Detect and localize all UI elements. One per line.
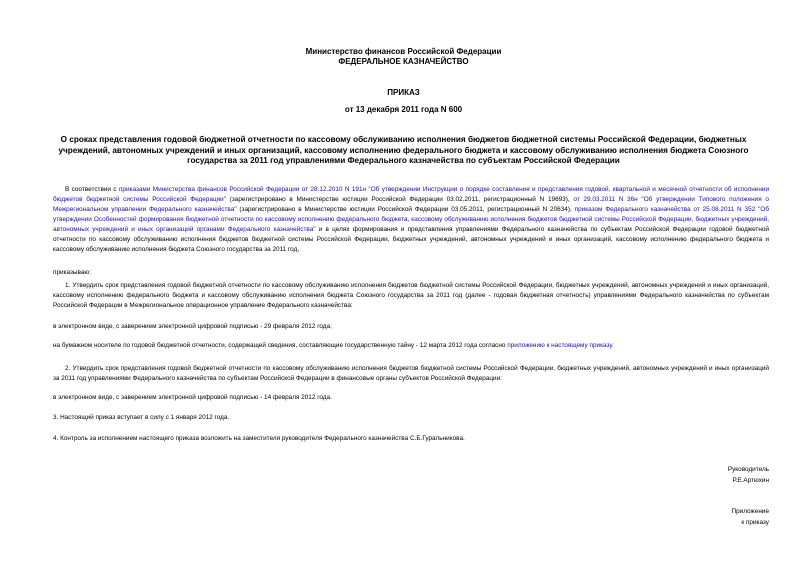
clause-4: 4. Контроль за исполнением настоящего приказа возложить на заместителя руководителя Федерального казначейства С.Б.Гуральникова. <box>53 435 465 442</box>
preamble-text-2: (зарегистрировано в Министерстве юстиции Российской Федерации 03.02.2011, регистрационный N 19693), <box>225 196 574 203</box>
order-word: приказываю: <box>53 269 91 276</box>
preamble-text-4: и в целях формирования и представления управлениями Федерального казначейства по субъектам Российской Федерации годовой бюджетной отчетности по кассовому обслуживанию исполнения бюджетов бюджетной системы Российской Федерации, бюджетных учреждений, автономных учреждений и иных организаций, кассовому исполнению федерального бюджета и кассовому обслуживанию исполнения бюджета Союзного государства за 2011 год, <box>53 226 769 253</box>
signature-position: Руководитель <box>727 466 769 473</box>
clause-2-electronic: в электронном виде, с заверением электронной цифровой подписью - 14 февраля 2012 года. <box>53 394 332 401</box>
ministry-name: Министерство финансов Российской Федерации <box>305 47 502 56</box>
clause-1-paper-text: на бумажном носителе по годовой бюджетной отчетности, содержащей сведения, составляющие государственную тайну - 12 марта 2012 года согласно <box>53 342 508 349</box>
document-title: О сроках представления годовой бюджетной отчетности по кассовому обслуживанию исполнения бюджетов бюджетной системы Российской Федерации, бюджетных учреждений, автономных учреждений и иных организаций, кассовому исполнению федерального бюджета и кассовому обслуживанию исполнения бюджета Союзного государства за 2011 год управлениями Федерального казначейства по субъектам Российской Федерации <box>58 135 749 165</box>
preamble-text-1: В соответствии с <box>65 186 119 193</box>
link-order-352[interactable]: приказом Федерального казначейства от 25.08.2011 N 352 "Об утверждении Особенностей формирования бюджетной отчетности по кассовому исполнению федерального бюджета, кассовому обслуживанию исполнения бюджетов бюджетной системы Российской Федерации, бюджетных учреждений, автономных учреждений и иных организаций органами Федерального казначейства" <box>53 206 769 233</box>
clause-1-paper-end: . <box>611 342 614 349</box>
link-appendix[interactable]: приложению к настоящему приказу <box>507 342 612 349</box>
appendix-reference: к приказу <box>741 519 769 526</box>
document-type: ПРИКАЗ <box>387 88 420 97</box>
link-order-36n[interactable]: от 29.03.2011 N 36н "Об утверждении Типового положения о Межрегиональном управлении Федерального казначейства" <box>53 196 769 213</box>
signature-name: Р.Е.Артюхин <box>732 477 769 484</box>
clause-1: 1. Утвердить срок представления годовой бюджетной отчетности по кассовому обслуживанию исполнения бюджетов бюджетной системы Российской Федерации, бюджетных учреждений, автономных учреждений и иных организаций, кассовому исполнению федерального бюджета и кассовому обслуживанию исполнения бюджета Союзного государства за 2011 год (далее - годовая бюджетная отчетность) управлениями Федерального казначейства по субъектам Российской Федерации в Межрегиональное операционное управление Федерального казначейства: <box>53 282 769 309</box>
document-date: от 13 декабря 2011 года N 600 <box>344 105 463 114</box>
preamble-text-3: (зарегистрировано в Министерстве юстиции Российской Федерации 03.05.2011, регистрационный N 20634), <box>236 206 575 213</box>
appendix-label: Приложение <box>731 508 769 515</box>
clause-2: 2. Утвердить срок представления годовой бюджетной отчетности по кассовому обслуживанию исполнения бюджетов бюджетной системы Российской Федерации, бюджетных учреждений, автономных учреждений и иных организаций за 2011 год управлениями Федерального казначейства по субъектам Российской Федерации в финансовые органы субъектов Российской Федерации: <box>53 365 769 382</box>
preamble-paragraph <box>53 185 769 255</box>
treasury-name: ФЕДЕРАЛЬНОЕ КАЗНАЧЕЙСТВО <box>338 57 469 66</box>
link-order-191n[interactable]: приказами Министерства финансов Российской Федерации от 28.12.2010 N 191н "Об утверждении Инструкции о порядке составления и представления годовой, квартальной и месячной отчетности об исполнении бюджетов бюджетной системы Российской Федерации" <box>53 186 770 203</box>
clause-1-electronic: в электронном виде, с заверением электронной цифровой подписью - 29 февраля 2012 года; <box>53 323 332 330</box>
clause-3: 3. Настоящий приказ вступает в силу с 1 января 2012 года. <box>53 414 230 421</box>
clause-1-paper <box>53 341 614 351</box>
